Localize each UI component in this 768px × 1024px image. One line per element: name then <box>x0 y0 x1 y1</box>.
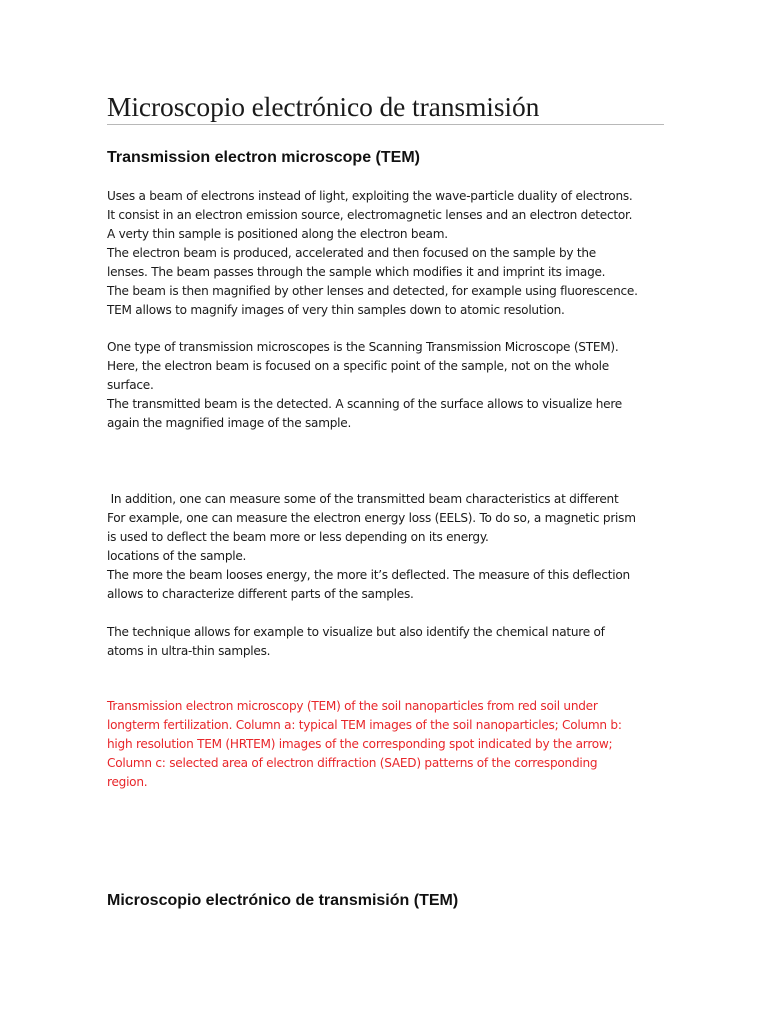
text-line: TEM allows to magnify images of very thin samples down to atomic resolution. <box>107 303 565 317</box>
text-line: atoms in ultra-thin samples. <box>107 644 271 658</box>
text-line: surface. <box>107 378 154 392</box>
text-line: A verty thin sample is positioned along the electron beam. <box>107 227 448 241</box>
text-line: Here, the electron beam is focused on a specific point of the sample, not on the whole <box>107 359 609 373</box>
paragraph-deflection <box>107 566 667 604</box>
text-line: In addition, one can measure some of the transmitted beam characteristics at different <box>107 492 619 506</box>
text-line: locations of the sample. <box>107 549 247 563</box>
caption-line: high resolution TEM (HRTEM) images of the corresponding spot indicated by the arrow; <box>107 737 613 751</box>
text-line: The technique allows for example to visualize but also identify the chemical nature of <box>107 625 605 639</box>
text-line: One type of transmission microscopes is the Scanning Transmission Microscope (STEM). <box>107 340 619 354</box>
paragraph-technique <box>107 623 667 661</box>
text-line: For example, one can measure the electron energy loss (EELS). To do so, a magnetic prism <box>107 511 636 525</box>
figure-caption <box>107 697 667 792</box>
caption-line: Transmission electron microscopy (TEM) of the soil nanoparticles from red soil under <box>107 699 598 713</box>
text-line: The more the beam looses energy, the more it’s deflected. The measure of this deflection <box>107 568 630 582</box>
text-line: allows to characterize different parts of the samples. <box>107 587 414 601</box>
text-line: lenses. The beam passes through the sample which modifies it and imprint its image. <box>107 265 606 279</box>
text-line: The electron beam is produced, accelerated and then focused on the sample by the <box>107 246 596 260</box>
text-line: It consist in an electron emission source, electromagnetic lenses and an electron detector. <box>107 208 633 222</box>
caption-line: longterm fertilization. Column a: typical TEM images of the soil nanoparticles; Column b: <box>107 718 622 732</box>
paragraph-stem <box>107 338 667 433</box>
text-line: Uses a beam of electrons instead of light, exploiting the wave-particle duality of electrons. <box>107 189 633 203</box>
text-line: is used to deflect the beam more or less depending on its energy. <box>107 530 489 544</box>
bottom-heading: Microscopio electrónico de transmisión (TEM) <box>107 892 459 909</box>
text-line: The beam is then magnified by other lenses and detected, for example using fluorescence. <box>107 284 638 298</box>
paragraph-intro <box>107 187 667 320</box>
section-heading: Transmission electron microscope (TEM) <box>107 149 420 166</box>
caption-line: region. <box>107 775 148 789</box>
text-line: The transmitted beam is the detected. A scanning of the surface allows to visualize here <box>107 397 622 411</box>
text-line: again the magnified image of the sample. <box>107 416 352 430</box>
paragraph-eels <box>107 509 667 547</box>
page-title: Microscopio electrónico de transmisión <box>107 89 664 125</box>
caption-line: Column c: selected area of electron diffraction (SAED) patterns of the corresponding <box>107 756 598 770</box>
